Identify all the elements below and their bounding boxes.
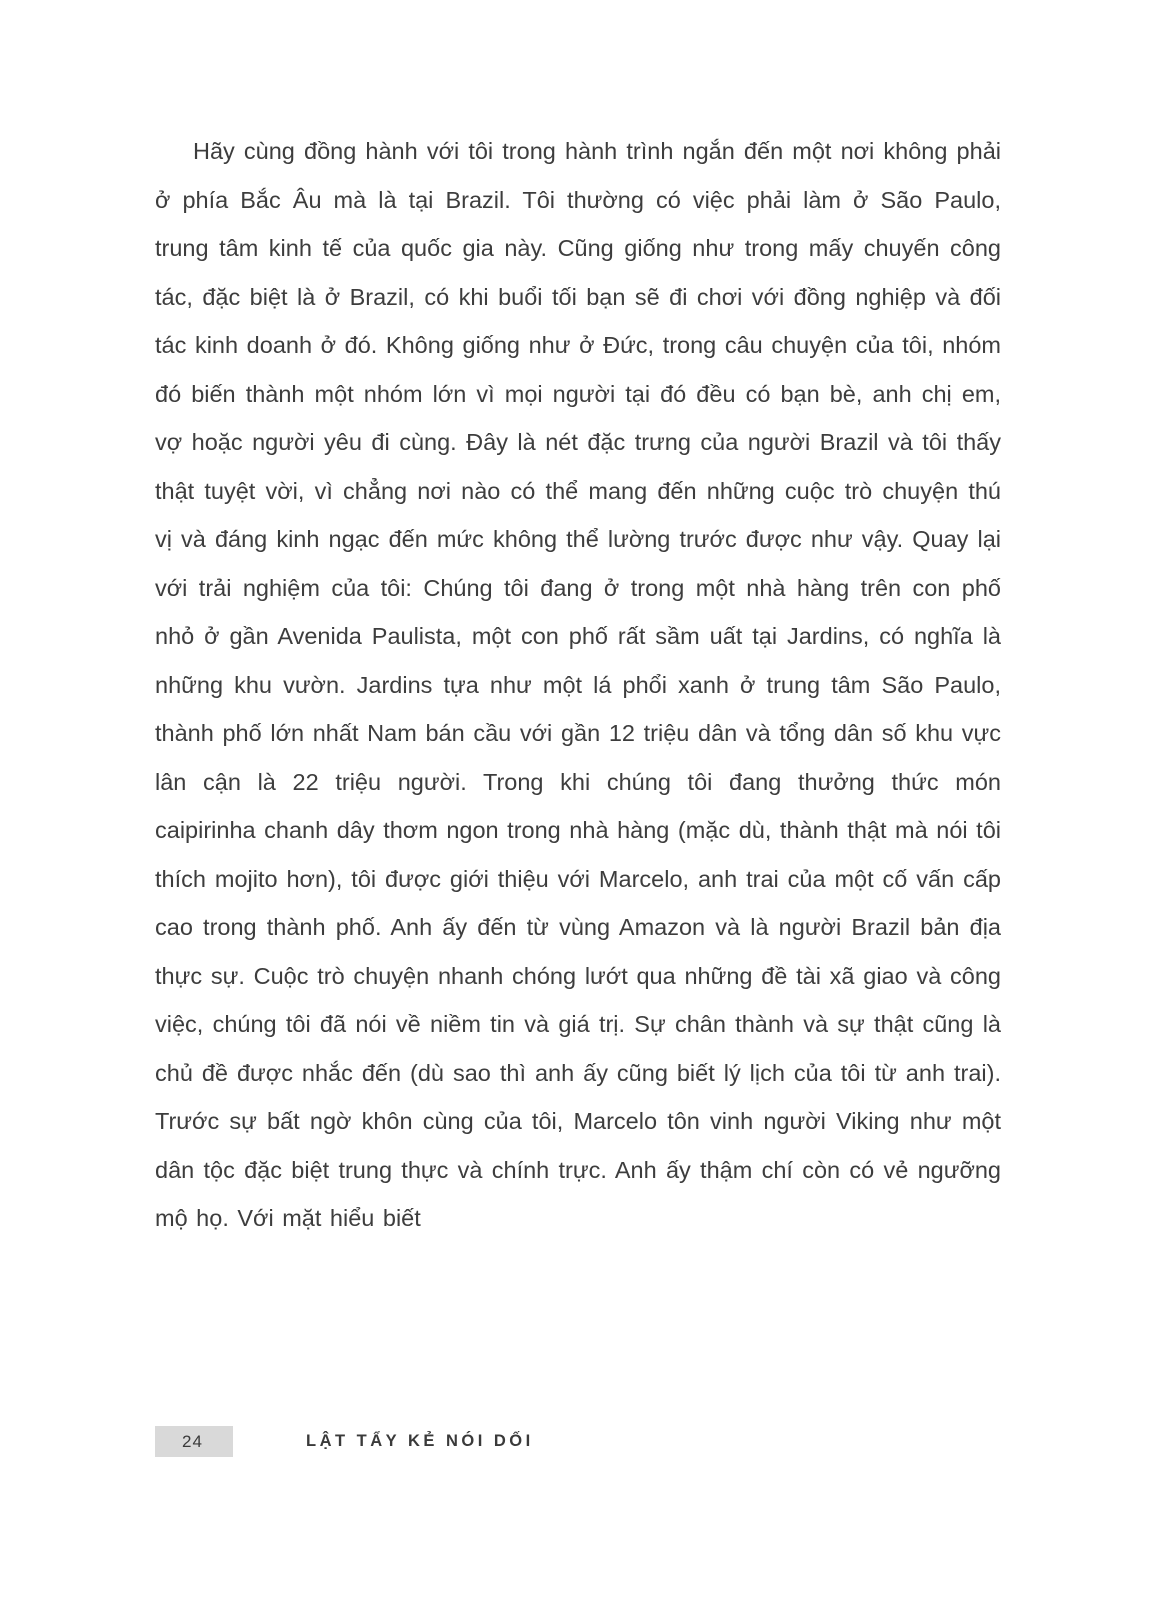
book-title: LẬT TẨY KẺ NÓI DỐI xyxy=(306,1432,534,1450)
body-text-block xyxy=(155,127,1001,1243)
page-footer xyxy=(155,1426,1001,1457)
page-number: 24 xyxy=(182,1431,203,1451)
body-paragraph: Hãy cùng đồng hành với tôi trong hành trình ngắn đến một nơi không phải ở phía Bắc Âu mà là tại Brazil. Tôi thường có việc phải làm ở São Paulo, trung tâm kinh tế của quốc gia này. Cũng giống như trong mấy chuyến công tác, đặc biệt là ở Brazil, có khi buổi tối bạn sẽ đi chơi với đồng nghiệp và đối tác kinh doanh ở đó. Không giống như ở Đức, trong câu chuyện của tôi, nhóm đó biến thành một nhóm lớn vì mọi người tại đó đều có bạn bè, anh chị em, vợ hoặc người yêu đi cùng. Đây là nét đặc trưng của người Brazil và tôi thấy thật tuyệt vời, vì chẳng nơi nào có thể mang đến những cuộc trò chuyện thú vị và đáng kinh ngạc đến mức không thể lường trước được như vậy. Quay lại với trải nghiệm của tôi: Chúng tôi đang ở trong một nhà hàng trên con phố nhỏ ở gần Avenida Paulista, một con phố rất sầm uất tại Jardins, có nghĩa là những khu vườn. Jardins tựa như một lá phổi xanh ở trung tâm São Paulo, thành phố lớn nhất Nam bán cầu với gần 12 triệu dân và tổng dân số khu vực lân cận là 22 triệu người. Trong khi chúng tôi đang thưởng thức món caipirinha chanh dây thơm ngon trong nhà hàng (mặc dù, thành thật mà nói tôi thích mojito hơn), tôi được giới thiệu với Marcelo, anh trai của một cố vấn cấp cao trong thành phố. Anh ấy đến từ vùng Amazon và là người Brazil bản địa thực sự. Cuộc trò chuyện nhanh chóng lướt qua những đề tài xã giao và công việc, chúng tôi đã nói về niềm tin và giá trị. Sự chân thành và sự thật cũng là chủ đề được nhắc đến (dù sao thì anh ấy cũng biết lý lịch của tôi từ anh trai). Trước sự bất ngờ khôn cùng của tôi, Marcelo tôn vinh người Viking như một dân tộc đặc biệt trung thực và chính trực. Anh ấy thậm chí còn có vẻ ngưỡng mộ họ. Với mặt hiểu biết xyxy=(155,138,1001,1231)
page-number-box xyxy=(155,1426,233,1457)
